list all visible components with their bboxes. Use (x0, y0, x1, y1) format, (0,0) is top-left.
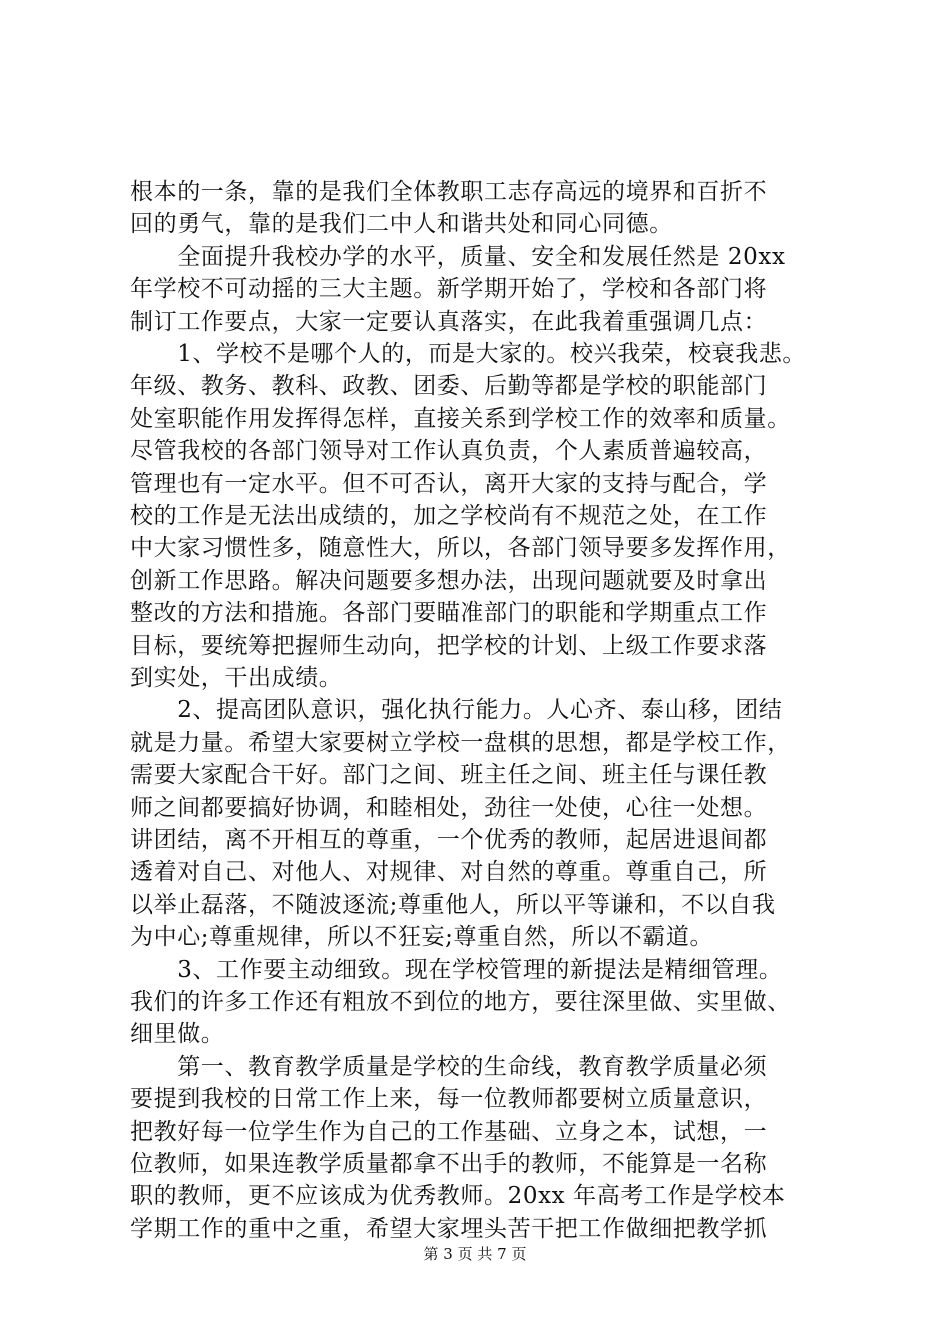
text-line: 3、工作要主动细致。现在学校管理的新提法是精细管理。 (130, 956, 783, 983)
text-line: 到实处，干出成绩。 (130, 665, 343, 691)
text-line: 尽管我校的各部门领导对工作认真负责，个人素质普遍较高， (130, 438, 768, 465)
text-line: 第一、教育教学质量是学校的生命线，教育教学质量必须 (130, 1053, 768, 1080)
text-line: 细里做。 (130, 1021, 225, 1048)
text-line: 管理也有一定水平。但不可否认，离开大家的支持与配合，学 (130, 470, 768, 497)
page-footer: 第 3 页 共 7 页 (423, 1245, 527, 1263)
text-line: 整改的方法和措施。各部门要瞄准部门的职能和学期重点工作 (130, 600, 768, 627)
text-line: 我们的许多工作还有粗放不到位的地方，要往深里做、实里做、 (130, 989, 791, 1015)
text-line: 为中心;尊重规律，所以不狂妄;尊重自然，所以不霸道。 (130, 924, 714, 951)
text-line: 把教好每一位学生作为自己的工作基础、立身之本，试想，一 (130, 1118, 768, 1145)
text-line: 职的教师，更不应该成为优秀教师。20xx 年高考工作是学校本 (130, 1183, 786, 1210)
text-line: 要提到我校的日常工作上来，每一位教师都要树立质量意识， (130, 1086, 768, 1113)
text-line: 就是力量。希望大家要树立学校一盘棋的思想，都是学校工作， (130, 729, 791, 756)
text-line: 1、学校不是哪个人的，而是大家的。校兴我荣，校衰我悲。 (130, 341, 807, 367)
text-line: 制订工作要点，大家一定要认真落实，在此我着重强调几点： (130, 308, 768, 335)
text-line: 学期工作的重中之重，希望大家埋头苦干把工作做细把教学抓 (130, 1215, 768, 1242)
text-line: 全面提升我校办学的水平，质量、安全和发展任然是 20xx (130, 243, 786, 270)
text-line: 年学校不可动摇的三大主题。新学期开始了，学校和各部门将 (130, 276, 768, 303)
text-line: 根本的一条，靠的是我们全体教职工志存高远的境界和百折不 (130, 179, 768, 205)
text-line: 中大家习惯性多，随意性大，所以，各部门领导要多发挥作用， (130, 535, 791, 562)
text-line: 目标，要统筹把握师生动向，把学校的计划、上级工作要求落 (130, 632, 768, 659)
text-line: 透着对自己、对他人、对规律、对自然的尊重。尊重自己，所 (130, 859, 768, 886)
text-line: 讲团结，离不开相互的尊重，一个优秀的教师，起居进退间都 (130, 827, 768, 853)
text-line: 年级、教务、教科、政教、团委、后勤等都是学校的职能部门 (130, 373, 768, 400)
text-line: 处室职能作用发挥得怎样，直接关系到学校工作的效率和质量。 (130, 405, 791, 432)
text-line: 以举止磊落，不随波逐流;尊重他人，所以平等谦和，不以自我 (130, 891, 776, 918)
text-line: 创新工作思路。解决问题要多想办法，出现问题就要及时拿出 (130, 567, 768, 594)
text-line: 回的勇气，靠的是我们二中人和谐共处和同心同德。 (130, 211, 673, 238)
text-line: 2、提高团队意识，强化执行能力。人心齐、泰山移，团结 (130, 697, 783, 724)
text-line: 位教师，如果连教学质量都拿不出手的教师，不能算是一名称 (130, 1151, 768, 1177)
text-line: 需要大家配合干好。部门之间、班主任之间、班主任与课任教 (130, 762, 768, 789)
text-line: 校的工作是无法出成绩的，加之学校尚有不规范之处，在工作 (130, 503, 768, 529)
text-line: 师之间都要搞好协调，和睦相处，劲往一处使，心往一处想。 (130, 794, 768, 821)
